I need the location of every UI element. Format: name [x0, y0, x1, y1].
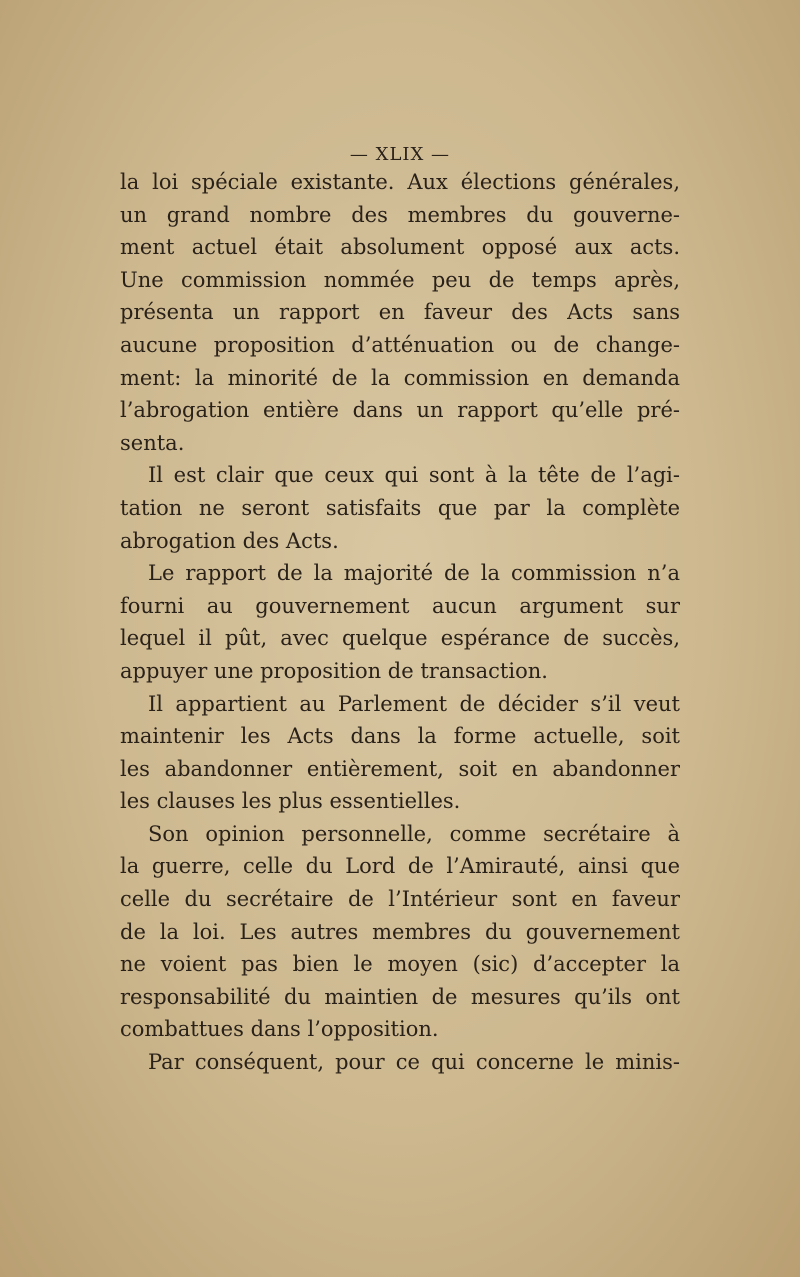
text-line: présenta un rapport en faveur des Acts sans	[120, 300, 680, 325]
text-line: Il est clair que ceux qui sont à la tête de l’agi-	[148, 463, 680, 488]
text-line: Il appartient au Parlement de décider s’il veut	[148, 691, 680, 716]
text-line: Le rapport de la majorité de la commission n’a	[148, 561, 680, 586]
text-line: lequel il pût, avec quelque espérance de succès,	[120, 626, 680, 651]
text-line: abrogation des Acts.	[120, 528, 339, 553]
text-line: ne voient pas bien le moyen (sic) d’accepter la	[120, 952, 680, 977]
text-line: celle du secrétaire de l’Intérieur sont en faveur	[120, 887, 680, 912]
text-line: de la loi. Les autres membres du gouvernement	[120, 919, 680, 944]
text-line: ment actuel était absolument opposé aux acts.	[120, 235, 680, 260]
text-line: ment: la minorité de la commission en demanda	[120, 365, 680, 390]
text-line: senta.	[120, 430, 185, 455]
text-line: un grand nombre des membres du gouverne-	[120, 202, 680, 227]
text-line: responsabilité du maintien de mesures qu’ils ont	[120, 984, 680, 1009]
text-line: maintenir les Acts dans la forme actuelle, soit	[120, 724, 680, 749]
text-line: Une commission nommée peu de temps après,	[120, 267, 680, 292]
text-line: fourni au gouvernement aucun argument sur	[120, 593, 680, 618]
text-line: la guerre, celle du Lord de l’Amirauté, ainsi que	[120, 854, 680, 879]
text-line: aucune proposition d’atténuation ou de change-	[120, 332, 680, 357]
text-line: appuyer une proposition de transaction.	[120, 658, 548, 683]
text-line: l’abrogation entière dans un rapport qu’elle pré-	[120, 398, 680, 423]
text-line: combattues dans l’opposition.	[120, 1017, 439, 1042]
text-line: les abandonner entièrement, soit en abandonner	[120, 756, 680, 781]
text-line: Par conséquent, pour ce qui concerne le minis-	[148, 1050, 680, 1075]
text-line: tation ne seront satisfaits que par la complète	[120, 495, 680, 520]
text-line: la loi spéciale existante. Aux élections générales,	[120, 170, 680, 194]
body-text	[120, 166, 680, 1079]
text-line: Son opinion personnelle, comme secrétaire à	[148, 821, 680, 846]
text-line: les clauses les plus essentielles.	[120, 789, 461, 814]
page-number-header: — XLIX —	[349, 144, 451, 165]
